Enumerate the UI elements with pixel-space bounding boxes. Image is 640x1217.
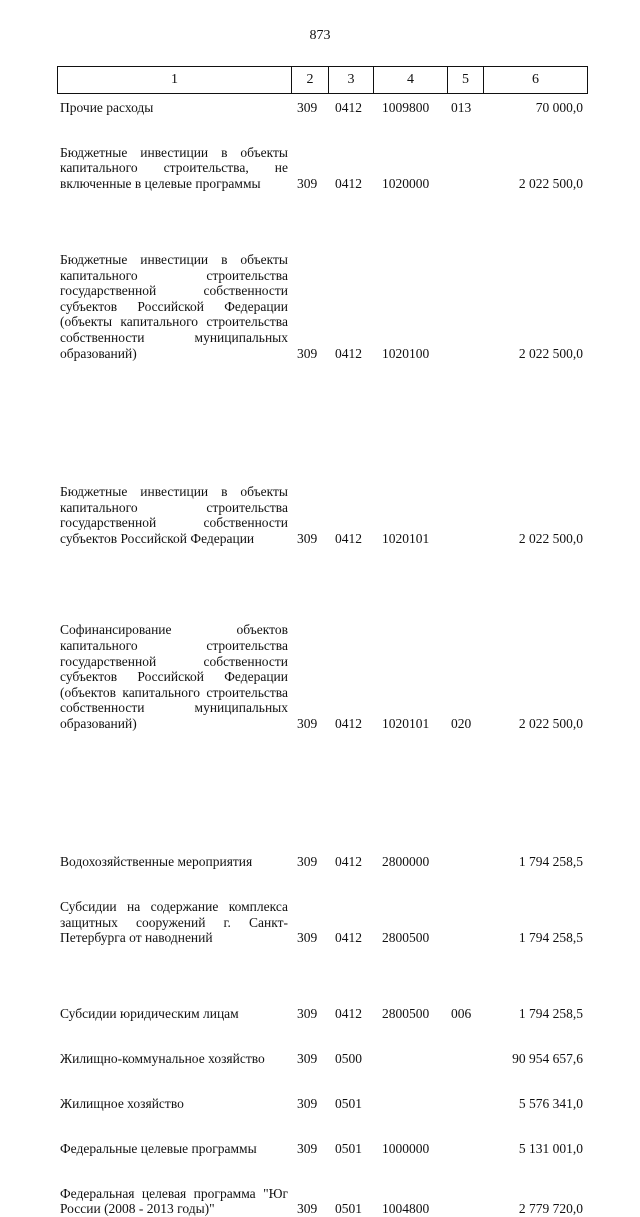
row-code-ministry: 309 bbox=[297, 1051, 318, 1067]
row-code-ministry: 309 bbox=[297, 100, 318, 115]
row-code-section: 0500 bbox=[335, 1051, 362, 1067]
row-code-expense-type: 013 bbox=[451, 100, 472, 115]
row-amount: 2 022 500,0 bbox=[518, 530, 583, 546]
row-description: Субсидии на содержание комплекса защитных сооружений г. Санкт-Петербурга от наводнений bbox=[60, 899, 288, 946]
row-code-article: 1004800 bbox=[382, 1201, 430, 1217]
row-description: Водохозяйственные мероприятия bbox=[60, 854, 253, 870]
budget-rows bbox=[0, 100, 640, 1217]
row-code-ministry: 309 bbox=[297, 1095, 318, 1111]
row-code-article: 1020000 bbox=[382, 175, 430, 191]
table-row bbox=[0, 484, 640, 546]
row-amount: 5 131 001,0 bbox=[518, 1140, 583, 1156]
row-amount: 1 794 258,5 bbox=[518, 1006, 583, 1022]
row-amount: 2 779 720,0 bbox=[518, 1201, 583, 1217]
row-code-ministry: 309 bbox=[297, 1201, 318, 1217]
row-code-article: 2800500 bbox=[382, 1006, 430, 1022]
row-code-expense-type: 006 bbox=[451, 1006, 472, 1022]
row-code-ministry: 309 bbox=[297, 530, 318, 546]
row-code-section: 0412 bbox=[335, 715, 362, 731]
row-code-section: 0412 bbox=[335, 530, 362, 546]
table-row bbox=[0, 1141, 640, 1157]
table-row bbox=[0, 1186, 640, 1217]
row-description: Жилищно-коммунальное хозяйство bbox=[60, 1051, 265, 1067]
header-col-5: 5 bbox=[448, 67, 484, 94]
row-description: Жилищное хозяйство bbox=[60, 1095, 184, 1111]
header-col-6: 6 bbox=[484, 67, 588, 94]
row-code-article: 1020101 bbox=[382, 715, 430, 731]
row-code-ministry: 309 bbox=[297, 930, 318, 946]
row-code-section: 0412 bbox=[335, 1006, 362, 1022]
row-description: Федеральная целевая программа "Юг России (2008 - 2013 годы)" bbox=[60, 1185, 288, 1217]
row-code-article: 1009800 bbox=[382, 100, 430, 115]
row-description: Софинансирование объектов капитального строительства государственной собственности субъектов Российской Федерации (объектов капитального строительства собственности муниципальных образований) bbox=[60, 622, 288, 731]
row-amount: 2 022 500,0 bbox=[518, 175, 583, 191]
header-col-2: 2 bbox=[292, 67, 329, 94]
row-amount: 90 954 657,6 bbox=[512, 1051, 583, 1067]
column-header-table bbox=[57, 66, 588, 94]
table-row bbox=[0, 899, 640, 946]
row-description: Бюджетные инвестиции в объекты капитального строительства государственной собственности субъектов Российской Федерации bbox=[60, 483, 288, 546]
row-amount: 1 794 258,5 bbox=[518, 854, 583, 870]
row-code-article: 1020101 bbox=[382, 530, 430, 546]
row-description: Федеральные целевые программы bbox=[60, 1140, 257, 1156]
row-code-section: 0412 bbox=[335, 854, 362, 870]
row-code-section: 0412 bbox=[335, 175, 362, 191]
header-col-1: 1 bbox=[58, 67, 292, 94]
table-row bbox=[0, 1096, 640, 1112]
table-row bbox=[0, 1006, 640, 1022]
row-description: Субсидии юридическим лицам bbox=[60, 1006, 239, 1022]
row-code-section: 0412 bbox=[335, 345, 362, 361]
row-code-ministry: 309 bbox=[297, 345, 318, 361]
row-code-ministry: 309 bbox=[297, 1006, 318, 1022]
row-code-ministry: 309 bbox=[297, 175, 318, 191]
table-row bbox=[0, 252, 640, 361]
row-code-article: 1000000 bbox=[382, 1140, 430, 1156]
row-code-expense-type: 020 bbox=[451, 715, 472, 731]
row-amount: 2 022 500,0 bbox=[518, 715, 583, 731]
row-code-section: 0501 bbox=[335, 1201, 362, 1217]
header-col-4: 4 bbox=[374, 67, 448, 94]
row-code-ministry: 309 bbox=[297, 1140, 318, 1156]
row-code-article: 2800000 bbox=[382, 854, 430, 870]
row-amount: 1 794 258,5 bbox=[518, 930, 583, 946]
header-col-3: 3 bbox=[329, 67, 374, 94]
row-description: Бюджетные инвестиции в объекты капитального строительства, не включенные в целевые программы bbox=[60, 144, 288, 191]
row-code-ministry: 309 bbox=[297, 715, 318, 731]
row-code-ministry: 309 bbox=[297, 854, 318, 870]
row-code-article: 2800500 bbox=[382, 930, 430, 946]
row-code-section: 0501 bbox=[335, 1140, 362, 1156]
row-code-article: 1020100 bbox=[382, 345, 430, 361]
row-amount: 2 022 500,0 bbox=[518, 345, 583, 361]
page-number: 873 bbox=[309, 28, 331, 43]
table-row bbox=[0, 1051, 640, 1067]
row-amount: 5 576 341,0 bbox=[518, 1095, 583, 1111]
row-description: Прочие расходы bbox=[60, 100, 154, 115]
table-row bbox=[0, 854, 640, 870]
table-row bbox=[0, 145, 640, 192]
row-code-section: 0412 bbox=[335, 100, 362, 115]
table-row bbox=[0, 100, 640, 116]
row-amount: 70 000,0 bbox=[535, 100, 583, 115]
row-description: Бюджетные инвестиции в объекты капитального строительства государственной собственности субъектов Российской Федерации (объекты капитального строительства собственности муниципальных образований) bbox=[60, 251, 288, 361]
table-row bbox=[0, 622, 640, 731]
row-code-section: 0412 bbox=[335, 930, 362, 946]
row-code-section: 0501 bbox=[335, 1095, 362, 1111]
